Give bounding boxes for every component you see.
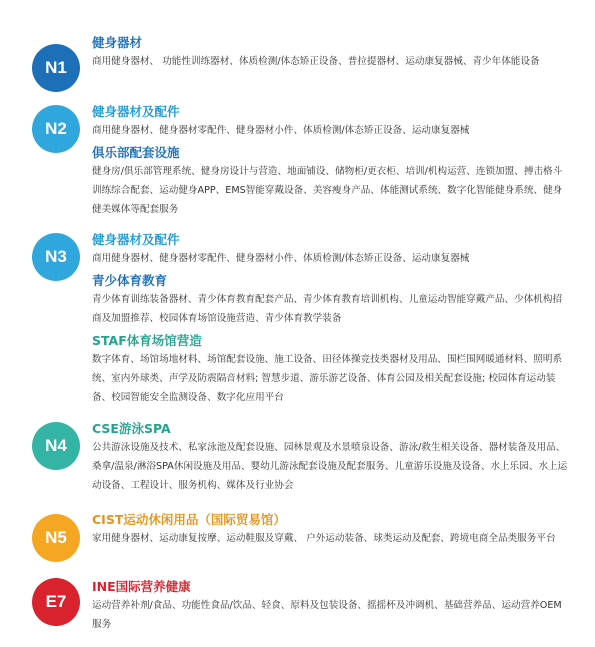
section-body: 商用健身器材、健身器材零配件、健身器材小件、体质检测/体态矫正设备、运动康复器械 — [92, 253, 470, 264]
section-title: CSE游泳SPA — [92, 421, 171, 436]
hall-content — [92, 420, 570, 495]
hall-badge: N4 — [32, 422, 80, 470]
hall-badge: N3 — [32, 233, 80, 281]
hall-content — [92, 103, 570, 219]
section-title: INE国际营养健康 — [92, 579, 191, 594]
hall-badge: N1 — [32, 44, 80, 92]
hall-content — [92, 231, 570, 407]
hall-badge: E7 — [32, 578, 80, 626]
section-title: CIST运动休闲用品（国际贸易馆） — [92, 512, 286, 527]
section-title: 健身器材 — [92, 35, 143, 50]
hall-content — [92, 578, 570, 634]
hall-content — [92, 511, 570, 548]
section-title: STAF体育场馆营造 — [92, 333, 202, 348]
section-body: 健身房/俱乐部管理系统、健身房设计与营造、地面铺设、储物柜/更衣柜、培训/机构运营、连锁加盟、搏击格斗训练综合配套、运动健身APP、EMS智能穿戴设备、美容瘦身产品、体能测试系统、数字化智能健身系统、健身健美媒体等配套服务 — [92, 166, 563, 215]
section-body: 青少体育训练装备器材、青少体育教育配套产品、青少体育教育培训机构、儿童运动智能穿戴产品、少体机构招商及加盟推荐、校园体育场馆设施营造、青少体育教学装备 — [92, 294, 563, 324]
section-body: 家用健身器材、运动康复按摩、运动鞋服及穿戴、 户外运动装备、球类运动及配套、跨境电商全品类服务平台 — [92, 533, 556, 544]
hall-content — [92, 34, 570, 71]
section-body: 商用健身器材、 功能性训练器材、体质检测/体态矫正设备、普拉提器材、运动康复器械、青少年体能设备 — [92, 56, 540, 67]
section-body: 运动营养补剂/食品、功能性食品/饮品、轻食、原料及包装设备、摇摇杯及冲调机、基础营养品、运动营养OEM服务 — [92, 600, 562, 630]
section-title: 俱乐部配套设施 — [92, 145, 180, 160]
section-body: 商用健身器材、健身器材零配件、健身器材小件、体质检测/体态矫正设备、运动康复器械 — [92, 125, 470, 136]
section-title: 青少体育教育 — [92, 273, 168, 288]
section-title: 健身器材及配件 — [92, 232, 180, 247]
hall-badge: N5 — [32, 514, 80, 562]
hall-badge: N2 — [32, 105, 80, 153]
section-body: 数字体育、场馆场地材料、场馆配套设施、施工设备、田径体操竞技类器材及用品、围栏围网暖通材料、照明系统、室内外球类、声学及防震隔音材料; 智慧步道、游乐游艺设备、体育公园及相关配套设施; 校园体育运动装备、校园智能安全监测设备、数字化应用平台 — [92, 354, 563, 403]
section-title: 健身器材及配件 — [92, 104, 180, 119]
section-body: 公共游泳设施及技术、私家泳池及配套设施、园林景观及水景喷泉设备、游泳/救生相关设备、器材装备及用品、桑拿/温泉/淋浴SPA休闲设施及用品、婴幼儿游泳配套设施及配套服务、儿童游乐设施及设备、水上乐园、水上运动设备、工程设计、服务机构、媒体及行业协会 — [92, 442, 568, 491]
